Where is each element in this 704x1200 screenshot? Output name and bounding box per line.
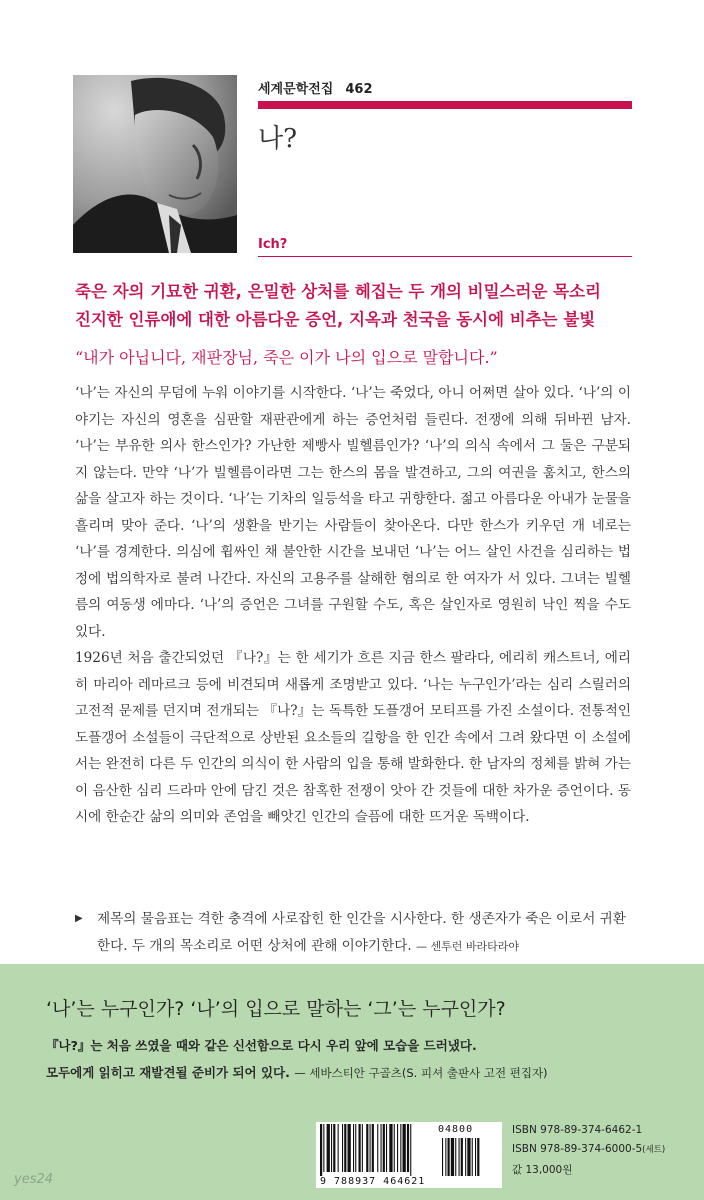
series-name: 세계문학전집 <box>258 82 334 97</box>
barcode-bars <box>316 1124 502 1176</box>
series-label <box>258 78 373 97</box>
review-note <box>75 906 631 960</box>
portrait-image <box>73 75 237 253</box>
price: 값 13,000원 <box>512 1164 573 1176</box>
panel-line-1: 『나?』는 처음 쓰였을 때와 같은 신선함으로 다시 우리 앞에 모습을 드러냈다. <box>46 1038 477 1053</box>
review-text: 제목의 물음표는 격한 충격에 사로잡힌 한 인간을 시사한다. 한 생존자가 죽은 이로서 귀환한다. 두 개의 목소리로 어떤 상처에 관해 이야기한다. <box>97 911 626 954</box>
synopsis-paragraph-2: 1926년 처음 출간되었던 『나?』는 한 세기가 흐른 지금 한스 팔라다, 에리히 캐스트너, 에리히 마리아 레마르크 등에 비견되며 새롭게 조명받고 있다. ‘나는 누구인가’라는 심리 스릴러의 고전적 문제를 던지며 전개되는 『나?』는 독특한 도플갱어 모티프를 가진 소설이다. 전통적인 도플갱어 소설들이 극단적으로 상반된 요소들의 길항을 한 인간 속에서 그려 왔다면 이 소설에서는 완전히 다른 두 인간의 의식이 한 사람의 입을 통해 발화한다. 한 남자의 정체를 밝혀 가는 이 음산한 심리 드라마 안에 담긴 것은 참혹한 전쟁이 앗아 간 것들에 대한 차가운 증언이다. 동시에 한순간 삶의 의미와 존엄을 빼앗긴 인간의 슬픔에 대한 뜨거운 독백이다. <box>75 650 631 825</box>
panel-attribution: — 세바스티안 구골츠(S. 피셔 출판사 고전 편집자) <box>294 1066 548 1080</box>
original-title: Ich? <box>258 237 288 252</box>
tagline-2: 진지한 인류애에 대한 아름다운 증언, 지옥과 천국을 동시에 비추는 불빛 <box>75 310 596 329</box>
panel-headline: ‘나’는 누구인가? ‘나’의 입으로 말하는 ‘그’는 누구인가? <box>46 998 506 1020</box>
review-attribution: — 센투런 바라타라야 <box>415 939 519 953</box>
watermark: yes24 <box>14 1172 54 1187</box>
synopsis-paragraph-1: ‘나’는 자신의 무덤에 누워 이야기를 시작한다. ‘나’는 죽었다, 아니 어쩌면 살아 있다. ‘나’의 이야기는 자신의 영혼을 심판할 재판관에게 하는 증언처럼 들린다. 전쟁에 의해 뒤바뀐 남자. ‘나’는 부유한 의사 한스인가? 가난한 제빵사 빌헬름인가? ‘나’의 의식 속에서 그 둘은 구분되지 않는다. 만약 ‘나’가 빌헬름이라면 그는 한스의 몸을 발견하고, 그의 여권을 훔치고, 한스의 삶을 살고자 하는 것이다. ‘나’는 기차의 일등석을 타고 귀향한다. 젊고 아름다운 아내가 눈물을 흘리며 맞아 준다. ‘나’의 생환을 반기는 사람들이 찾아온다. 다만 한스가 키우던 개 네로는 ‘나’를 경계한다. 의심에 휩싸인 채 불안한 시간을 보내던 ‘나’는 어느 살인 사건을 심리하는 법정에 법의학자로 불려 나간다. 자신의 고용주를 살해한 혐의로 한 여자가 서 있다. 그녀는 빌헬름의 여동생 에마다. ‘나’의 증언은 그녀를 구원할 수도, 혹은 살인자로 영원히 낙인 찍을 수도 있다. <box>75 385 631 640</box>
accent-bar <box>258 101 632 109</box>
isbn-line-1: ISBN 978-89-374-6462-1 <box>512 1124 643 1136</box>
tagline-1: 죽은 자의 기묘한 귀환, 은밀한 상처를 헤집는 두 개의 비밀스러운 목소리 <box>75 282 601 301</box>
isbn-set-label: (세트) <box>642 1145 666 1155</box>
barcode-addon-digits: 04800 <box>438 1124 474 1135</box>
synopsis <box>75 380 631 831</box>
panel-line-2-text: 모두에게 읽히고 재발견될 준비가 되어 있다. <box>46 1065 290 1080</box>
panel-line-2 <box>46 1063 548 1081</box>
triangle-bullet-icon: ▶ <box>75 913 83 924</box>
series-number: 462 <box>345 82 373 97</box>
barcode-digits: 9 788937 464621 <box>320 1176 426 1187</box>
author-portrait <box>73 75 237 253</box>
book-title: 나? <box>258 124 298 154</box>
pull-quote: “내가 아닙니다, 재판장님, 죽은 이가 나의 입으로 말합니다.” <box>75 348 498 367</box>
divider-line <box>258 256 632 257</box>
isbn-line-2 <box>512 1143 665 1155</box>
isbn-line-2-text: ISBN 978-89-374-6000-5 <box>512 1143 643 1155</box>
